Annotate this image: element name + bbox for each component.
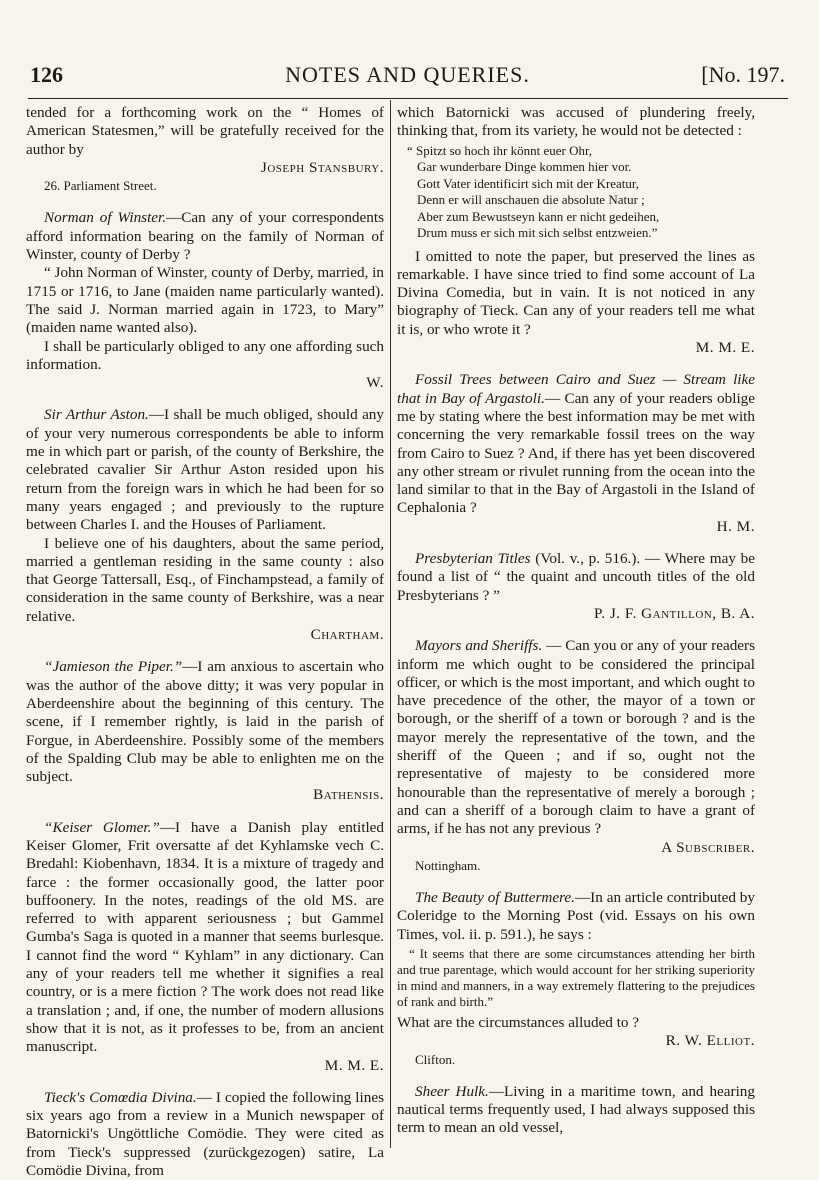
article-paragraph: “Jamieson the Piper.”—I am anxious to ascertain who was the author of the above ditty; it was very popular in Aberdeenshire about the beginning of this century. The scene, if I remember rightly, is laid in the parish of Forgue, in Aberdeenshire. Possibly some of the members of the Spalding Club may be able to enlighten me on the subject. [26, 658, 384, 786]
header-rule [28, 98, 788, 99]
page-title: NOTES AND QUERIES. [285, 62, 530, 87]
article-fossil [397, 371, 755, 536]
article-paragraph: “ John Norman of Winster, county of Derby, married, in 1715 or 1716, to Jane (maiden name particularly wanted). The said J. Norman married again in 1723, to Mary” (maiden name wanted also). [26, 264, 384, 337]
right-column [397, 104, 755, 1154]
article-tieck-continued [397, 104, 755, 357]
article-paragraph: Presbyterian Titles (Vol. v., p. 516.). — Where may be found a list of “ the quaint and uncouth titles of the old Presbyterians ? ” [397, 550, 755, 604]
page-header [30, 56, 785, 90]
poem-line: Drum muss er sich mit sich selbst entzweien.” [417, 225, 658, 241]
signature: P. J. F. Gantillon, B. A. [594, 604, 755, 622]
left-column [26, 104, 384, 1180]
column-divider [390, 100, 391, 1148]
poem [407, 143, 755, 242]
article-heading: Sir Arthur Aston. [44, 406, 149, 424]
place-line: Nottingham. [415, 857, 481, 873]
place-line: Clifton. [415, 1051, 456, 1067]
article-heading: Fossil Trees between Cairo and Suez — Stream like that in Bay of Argastoli. [397, 371, 755, 407]
signature: Bathensis. [313, 786, 384, 804]
page-number: 126 [30, 62, 63, 87]
article-text: which Batornicki was accused of plundering freely, thinking that, from its variety, he would not be detected : [397, 104, 755, 140]
article-hulk [397, 1083, 755, 1138]
article-aston [26, 406, 384, 644]
article-presbyterian [397, 550, 755, 623]
article-keiser [26, 819, 384, 1075]
poem-line: Gar wunderbare Dinge kommen hier vor. [417, 159, 632, 175]
article-norman [26, 209, 384, 392]
article-heading: “Keiser Glomer.” [44, 818, 160, 836]
signature: W. [366, 374, 384, 392]
article-heading: Sheer Hulk. [415, 1082, 489, 1100]
article-paragraph: Sir Arthur Aston.—I shall be much obliged, should any of your very numerous correspondents be able to inform me in which part or parish, of the county of Berkshire, the celebrated cavalier Sir Arthur Aston resided upon his return from the foreign wars in which he had been for so many years engaged ; and previously to the rupture between Charles I. and the Houses of Parliament. [26, 406, 384, 534]
article-text: tended for a forthcoming work on the “ Homes of American Statesmen,” will be gratefully received for the author by [26, 104, 384, 158]
article-paragraph: The Beauty of Buttermere.—In an article contributed by Coleridge to the Morning Post (vid. Essays on his own Times, vol. ii. p. 591.), he says : [397, 889, 755, 943]
article-paragraph: I omitted to note the paper, but preserved the lines as remarkable. I have since tried to find some account of La Divina Comedia, but in vain. It is not noticed in any biography of Tieck. Can any of your readers tell me what it is, or who wrote it ? [397, 247, 755, 338]
article-paragraph: I shall be particularly obliged to any one affording such information. [26, 337, 384, 373]
article-heading: Presbyterian Titles [415, 550, 531, 568]
article-mayors [397, 637, 755, 875]
signature: Chartham. [310, 626, 384, 644]
article-stansbury [26, 104, 384, 195]
article-heading: Tieck's Comœdia Divina. [44, 1088, 197, 1106]
article-tieck [26, 1089, 384, 1180]
article-heading: “Jamieson the Piper.” [44, 658, 183, 676]
article-heading: The Beauty of Buttermere. [415, 889, 575, 907]
article-paragraph: Fossil Trees between Cairo and Suez — Stream like that in Bay of Argastoli.— Can any of your readers oblige me by stating where the best information may be met with concerning the very remarkable fossil trees on the way from Cairo to Suez ? And, if there has yet been discovered any other stream or rivulet running from the ocean into the land similar to that in the Bay of Argastoli in the Island of Cephalonia ? [397, 371, 755, 517]
article-paragraph: What are the circumstances alluded to ? [397, 1013, 640, 1031]
signature: M. M. E. [695, 339, 755, 357]
article-paragraph: Sheer Hulk.—Living in a maritime town, and hearing nautical terms frequently used, I had always supposed this term to mean an old vessel, [397, 1082, 755, 1137]
article-paragraph: I believe one of his daughters, about the same period, married a gentleman residing in the same county : also that George Tattersall, Esq., of Finchampstead, a family of consideration in the same county of Berkshire, was a near relative. [26, 534, 384, 625]
signature: H. M. [716, 517, 755, 535]
article-paragraph: Norman of Winster.—Can any of your correspondents afford information bearing on the family of Norman of Winster, county of Derby ? [26, 209, 384, 264]
article-heading: Mayors and Sheriffs. [415, 637, 543, 655]
poem-line: Aber zum Bewustseyn kann er nicht gedeihen, [417, 208, 660, 224]
poem-line: “ Spitzt so hoch ihr könnt euer Ohr, [407, 142, 593, 158]
poem-line: Gott Vater identificirt sich mit der Kreatur, [417, 175, 639, 191]
signature: A Subscriber. [661, 838, 755, 856]
poem-line: Denn er will anschauen die absolute Natur ; [417, 192, 645, 208]
article-paragraph: Tieck's Comœdia Divina.— I copied the following lines six years ago from a review in a Munich newspaper of Batornicki's Ungöttliche Comödie. They were cited as from Tieck's suppressed (zurückgezogen) satire, La Comödie Divina, from [26, 1088, 384, 1180]
article-paragraph: Mayors and Sheriffs. — Can you or any of your readers inform me which ought to be considered the principal officer, or which is the most important, and which ought to have precedence of the other, the mayor of a town or borough, or the sheriff of a town or borough ? and is the mayor merely the representative of the town, and the sheriff of the Queen ; and if so, ought not the representative of majesty to be considered more honourable than the representative of merely a borough ; and can a sheriff of a borough claim to have a grant of arms, if he has not any previous ? [397, 637, 755, 838]
article-jamieson [26, 658, 384, 804]
signature: M. M. E. [324, 1056, 384, 1074]
signature: Joseph Stansbury. [260, 158, 384, 176]
place-line: 26. Parliament Street. [44, 178, 157, 194]
article-heading: Norman of Winster. [44, 209, 167, 227]
article-paragraph: “Keiser Glomer.”—I have a Danish play entitled Keiser Glomer, Frit oversatte af det Kyhlamske vech C. Bredahl: Kiobenhavn, 1834. It is a mixture of tragedy and farce : the former occasionally good, the latter poor buffoonery. In the notes, readings of the old MS. are referred to with apparent seriousness ; but Gammel Gumba's Saga is quoted in a manner that seems burlesque. I cannot find the word “ Kyhlam” in any dictionary. Can any of your readers tell me whether it signifies a real country, or is a mere fiction ? The work does not read like a translation ; and, if one, the number of modern allusions show that it is not, as it professes to be, from an ancient manuscript. [26, 818, 384, 1056]
issue-number: [No. 197. [701, 62, 785, 87]
block-quote: “ It seems that there are some circumstances attending her birth and true parentage, which would account for her striking superiority in mind and manners, in a way extremely flattering to the prejudices of rank and birth.” [397, 945, 755, 1009]
signature: R. W. Elliot. [665, 1032, 755, 1050]
article-buttermere [397, 889, 755, 1069]
